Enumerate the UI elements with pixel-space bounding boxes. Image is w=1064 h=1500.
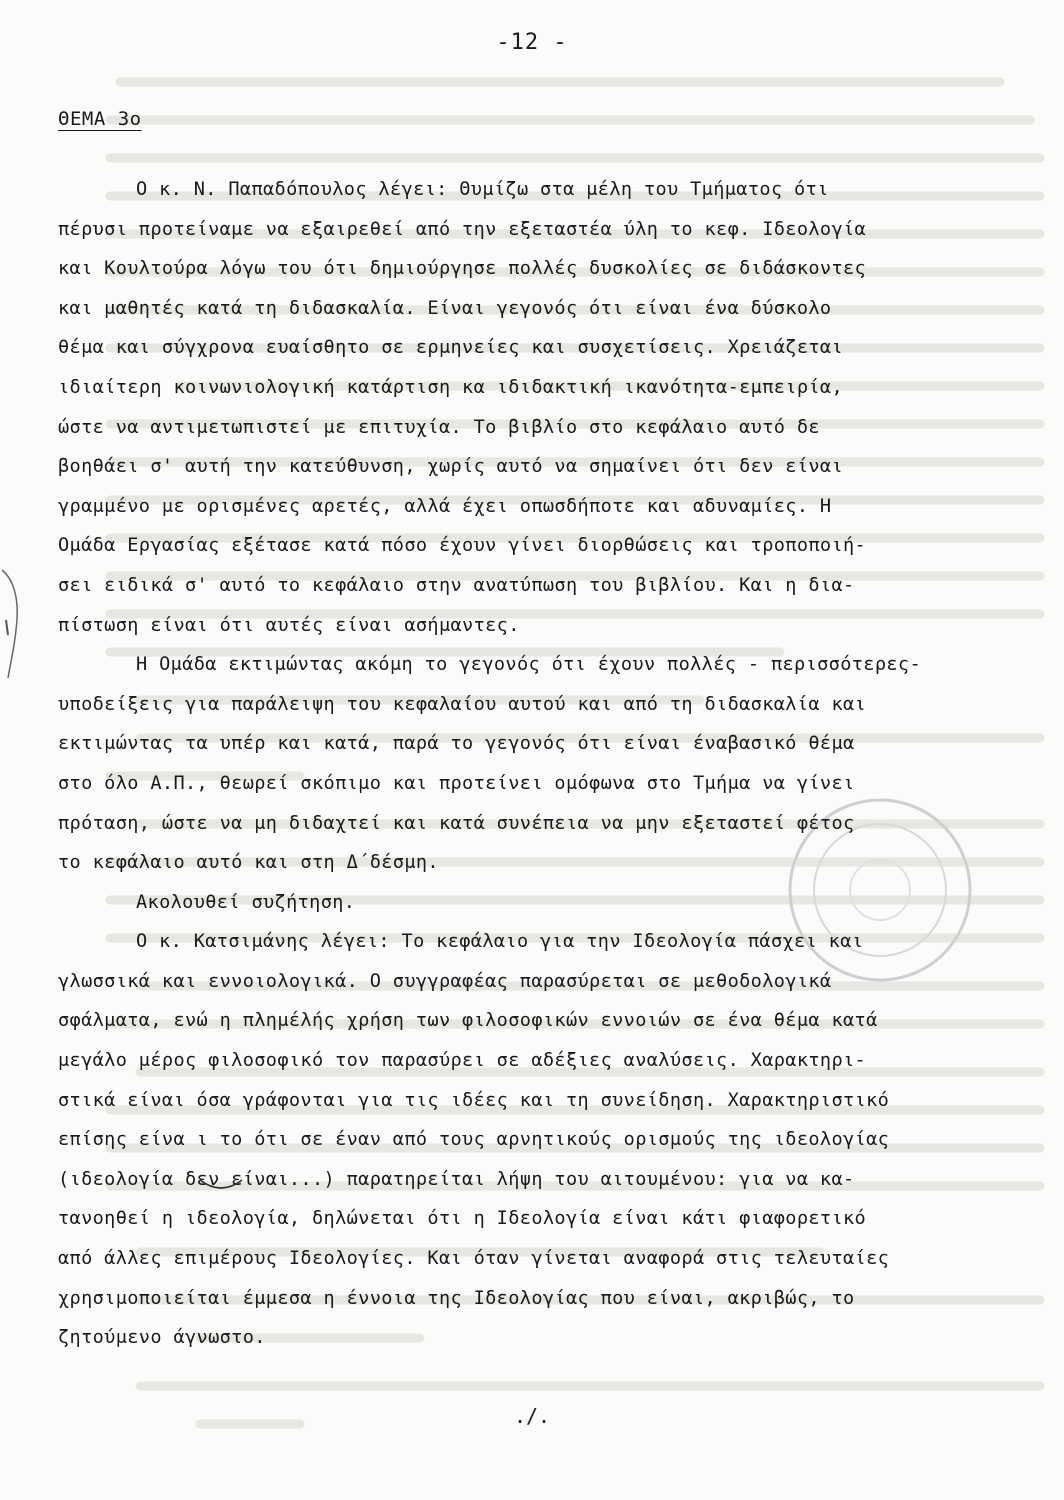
text-line: Ομάδα Εργασίας εξέτασε κατά πόσο έχουν γίνει διορθώσεις και τροποποιή- xyxy=(58,535,867,557)
text-line: πέρυσι προτείναμε να εξαιρεθεί από την εξεταστέα ύλη το κεφ. Ιδεολογία xyxy=(58,218,867,240)
text-line: Ακολουθεί συζήτηση. xyxy=(136,891,356,913)
text-line: χρησιμοποιείται έμμεσα η έννοια της Ιδεολογίας που είναι, ακριβώς, το xyxy=(58,1287,855,1309)
text-line: στο όλο Α.Π., θεωρεί σκόπιμο και προτείνει ομόφωνα στο Τμήμα να γίνει xyxy=(58,772,855,794)
handwritten-correction-mark xyxy=(196,1178,246,1194)
text-line: (ιδεολογία δεν είναι...) παρατηρείται λήψη του αιτουμένου: για να κα- xyxy=(58,1168,855,1190)
text-line: το κεφάλαιο αυτό και στη Δ΄δέσμη. xyxy=(58,852,439,874)
text-line: ιδιαίτερη κοινωνιολογική κατάρτιση κα ιδιδακτική ικανότητα-εμπειρία, xyxy=(58,376,844,398)
text-line: και Κουλτούρα λόγω του ότι δημιούργησε πολλές δυσκολίες σε διδάσκοντες xyxy=(58,258,867,280)
section-heading: ΘΕΜΑ 3ο xyxy=(58,108,142,130)
margin-pencil-mark xyxy=(0,560,30,680)
text-line: θέμα και σύγχρονα ευαίσθητο σε ερμηνείες και συσχετίσεις. Χρειάζεται xyxy=(58,337,844,359)
text-line: μεγάλο μέρος φιλοσοφικό τον παρασύρει σε αδέξιες αναλύσεις. Χαρακτηρι- xyxy=(58,1050,867,1072)
page-number: -12 - xyxy=(496,30,568,55)
text-line: γλωσσικά και εννοιολογικά. Ο συγγραφέας παρασύρεται σε μεθοδολογικά xyxy=(58,970,832,992)
text-line: γραμμένο με ορισμένες αρετές, αλλά έχει οπωσδήποτε και αδυναμίες. Η xyxy=(58,495,832,517)
text-line: τανοηθεί η ιδεολογία, δηλώνεται ότι η Ιδεολογία είναι κάτι φιαφορετικό xyxy=(58,1208,867,1230)
text-line: και μαθητές κατά τη διδασκαλία. Είναι γεγονός ότι είναι ένα δύσκολο xyxy=(58,297,832,319)
text-line: Ο κ. Ν. Παπαδόπουλος λέγει: Θυμίζω στα μέλη του Τμήματος ότι xyxy=(136,179,829,200)
text-line: ζητούμενο άγνωστο. xyxy=(58,1327,266,1349)
text-line: από άλλες επιμέρους Ιδεολογίες. Και όταν γίνεται αναφορά στις τελευταίες xyxy=(58,1248,890,1270)
text-line: Η Ομάδα εκτιμώντας ακόμη το γεγονός ότι έχουν πολλές - περισσότερες- xyxy=(136,654,922,676)
text-line: βοηθάει σ' αυτή την κατεύθυνση, χωρίς αυτό να σημαίνει ότι δεν είναι xyxy=(58,456,844,478)
end-of-page-mark: ./. xyxy=(513,1404,551,1428)
text-line: σει ειδικά σ' αυτό το κεφάλαιο στην ανατύπωση του βιβλίου. Και η δια- xyxy=(58,574,855,596)
text-line: σφάλματα, ενώ η πλημέλής χρήση των φιλοσοφικών εννοιών σε ένα θέμα κατά xyxy=(58,1010,878,1032)
text-line: εκτιμώντας τα υπέρ και κατά, παρά το γεγονός ότι είναι έναβασικό θέμα xyxy=(58,733,855,755)
text-line: υποδείξεις για παράλειψη του κεφαλαίου αυτού και από τη διδασκαλία και xyxy=(58,693,867,715)
text-line: στικά είναι όσα γράφονται για τις ιδέες και τη συνείδηση. Χαρακτηριστικό xyxy=(58,1089,890,1111)
text-line: πίστωση είναι ότι αυτές είναι ασήμαντες. xyxy=(58,614,520,636)
text-line: ώστε να αντιμετωπιστεί με επιτυχία. Το βιβλίο στο κεφάλαιο αυτό δε xyxy=(58,416,820,438)
text-line: Ο κ. Κατσιμάνης λέγει: Το κεφάλαιο για την Ιδεολογία πάσχει και xyxy=(136,931,864,953)
text-line: επίσης είνα ι το ότι σε έναν από τους αρνητικούς ορισμούς της ιδεολογίας xyxy=(58,1129,890,1151)
text-line: πρόταση, ώστε να μη διδαχτεί και κατά συνέπεια να μην εξεταστεί φέτος xyxy=(58,812,855,834)
